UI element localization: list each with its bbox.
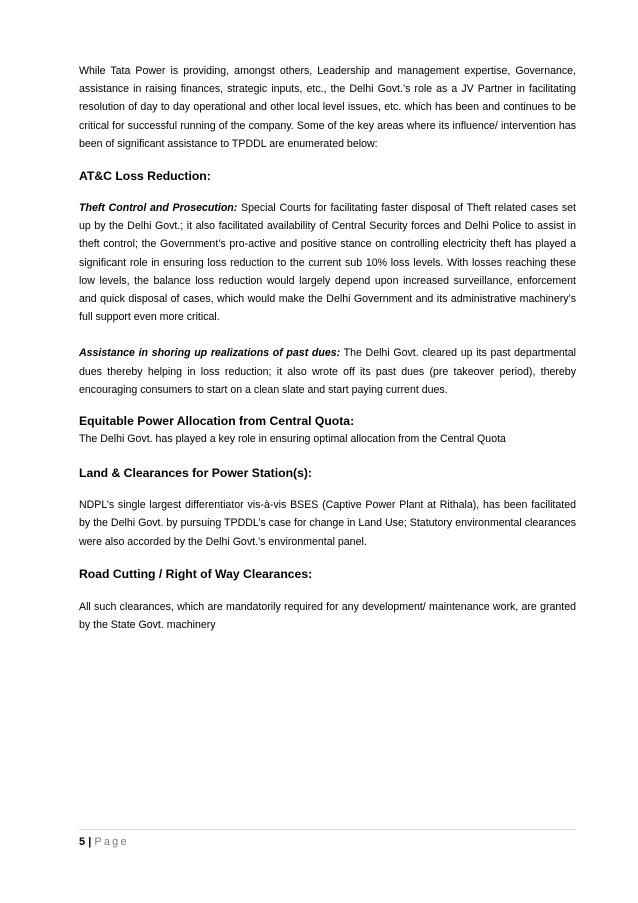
theft-control-text: Special Courts for facilitating faster disposal of Theft related cases set up by the Delhi Govt.; it also facilitated availability of Central Security forces and Delhi Police to assist in theft control; the Government’s pro-active and positive stance on controlling electricity theft has played a significant role in ensuring loss reduction to the current sub 10% loss levels. With losses reaching these low levels, the balance loss reduction would largely depend upon increased surveillance, enforcement and quick disposal of cases, which would make the Delhi Government and its administrative machinery’s full support even more critical. (79, 202, 576, 324)
page-footer (79, 829, 576, 849)
past-dues-label: Assistance in shoring up realizations of past dues: (79, 347, 341, 360)
theft-control-paragraph (79, 199, 576, 326)
heading-road-cutting: Road Cutting / Right of Way Clearances: (79, 566, 313, 581)
theft-control-label: Theft Control and Prosecution: (79, 202, 238, 215)
equitable-power-paragraph: The Delhi Govt. has played a key role in ensuring optimal allocation from the Central Quota (79, 433, 506, 446)
past-dues-text: The Delhi Govt. cleared up its past departmental dues thereby helping in loss reduction; it also wrote off its past dues (pre takeover period), thereby encouraging consumers to start on a clean slate and start paying current dues. (79, 347, 576, 396)
page-number-label (79, 835, 576, 849)
page-separator: | (88, 836, 92, 848)
page-word: Page (94, 836, 129, 848)
land-clearances-paragraph: NDPL’s single largest differentiator vis-à-vis BSES (Captive Power Plant at Rithala), has been facilitated by the Delhi Govt. by pursuing TPDDL’s case for change in Land Use; Statutory environmental clearances were also accorded by the Delhi Govt.’s environmental panel. (79, 499, 576, 548)
past-dues-paragraph (79, 344, 576, 399)
heading-equitable-power-allocation: Equitable Power Allocation from Central Quota: (79, 414, 355, 429)
heading-atc-loss-reduction: AT&C Loss Reduction: (79, 169, 211, 184)
intro-paragraph: While Tata Power is providing, amongst others, Leadership and management expertise, Governance, assistance in raising finances, strategic inputs, etc., the Delhi Govt.’s role as a JV Partner in facilitating resolution of day to day operational and other local level issues, etc. which has been and continues to be critical for successful running of the company. Some of the key areas where its influence/ intervention has been of significant assistance to TPDDL are enumerated below: (79, 65, 576, 150)
footer-divider (79, 829, 576, 830)
road-cutting-paragraph: All such clearances, which are mandatorily required for any development/ maintenance work, are granted by the State Govt. machinery (79, 600, 576, 632)
heading-land-clearances: Land & Clearances for Power Station(s): (79, 466, 312, 481)
document-page (79, 62, 576, 634)
page-number: 5 (79, 836, 86, 848)
